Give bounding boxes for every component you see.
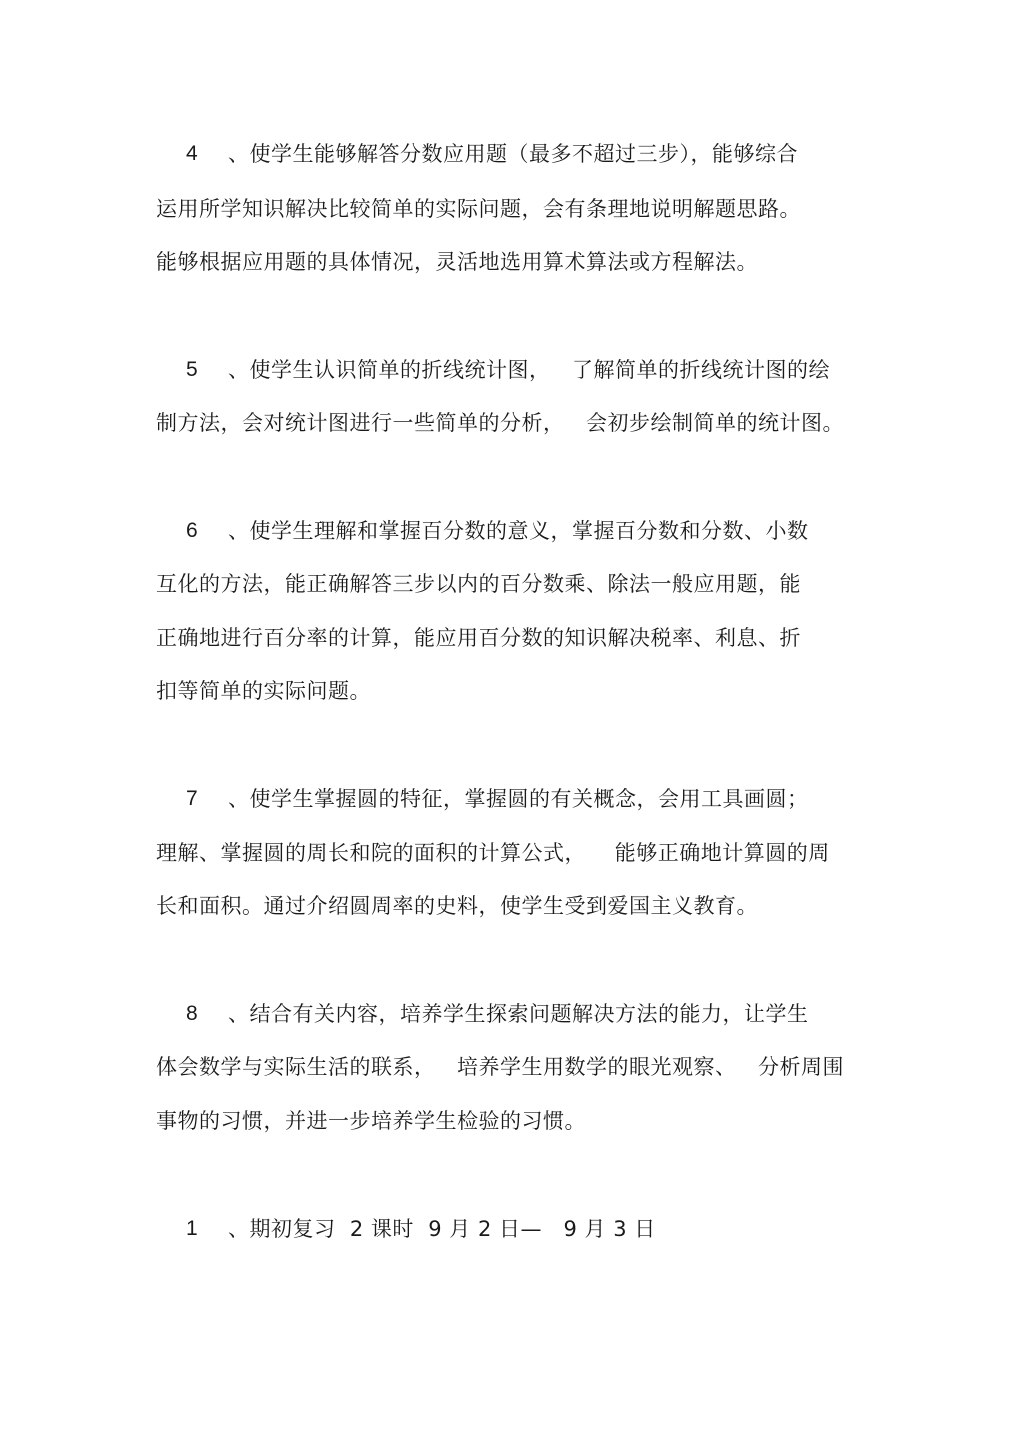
paragraph-line: 长和面积。通过介绍圆周率的史料，使学生受到爱国主义教育。 bbox=[156, 894, 758, 918]
paragraph-line: 、使学生认识简单的折线统计图， 了解简单的折线统计图的绘 bbox=[228, 358, 831, 382]
paragraph-line: 体会数学与实际生活的联系， 培养学生用数学的眼光观察、 分析周围 bbox=[156, 1055, 845, 1079]
paragraph-number: 6 bbox=[186, 519, 198, 542]
paragraph-line: 制方法，会对统计图进行一些简单的分析， 会初步绘制简单的统计图。 bbox=[156, 411, 845, 435]
paragraph-line: 事物的习惯，并进一步培养学生检验的习惯。 bbox=[156, 1109, 586, 1133]
paragraph-line: 、使学生理解和掌握百分数的意义，掌握百分数和分数、小数 bbox=[228, 519, 809, 543]
paragraph-line: 、结合有关内容，培养学生探索问题解决方法的能力，让学生 bbox=[228, 1002, 809, 1026]
schedule-line: 、期初复习 2 课时 9 月 2 日— 9 月 3 日 bbox=[228, 1217, 656, 1241]
paragraph-number: 7 bbox=[186, 787, 198, 810]
paragraph-number: 8 bbox=[186, 1002, 198, 1025]
paragraph-number: 5 bbox=[186, 358, 198, 381]
paragraph-line: 理解、掌握圆的周长和院的面积的计算公式， 能够正确地计算圆的周 bbox=[156, 841, 830, 865]
paragraph-number: 4 bbox=[186, 142, 198, 165]
paragraph-line: 正确地进行百分率的计算，能应用百分数的知识解决税率、利息、折 bbox=[156, 626, 801, 650]
paragraph-line: 扣等简单的实际问题。 bbox=[156, 679, 371, 703]
paragraph-line: 、使学生能够解答分数应用题（最多不超过三步），能够综合 bbox=[228, 142, 798, 166]
paragraph-line: 能够根据应用题的具体情况，灵活地选用算术算法或方程解法。 bbox=[156, 250, 758, 274]
paragraph-line: 互化的方法，能正确解答三步以内的百分数乘、除法一般应用题，能 bbox=[156, 572, 801, 596]
paragraph-line: 、使学生掌握圆的特征，掌握圆的有关概念，会用工具画圆； bbox=[228, 787, 809, 811]
schedule-number: 1 bbox=[186, 1217, 198, 1240]
paragraph-line: 运用所学知识解决比较简单的实际问题，会有条理地说明解题思路。 bbox=[156, 197, 801, 221]
